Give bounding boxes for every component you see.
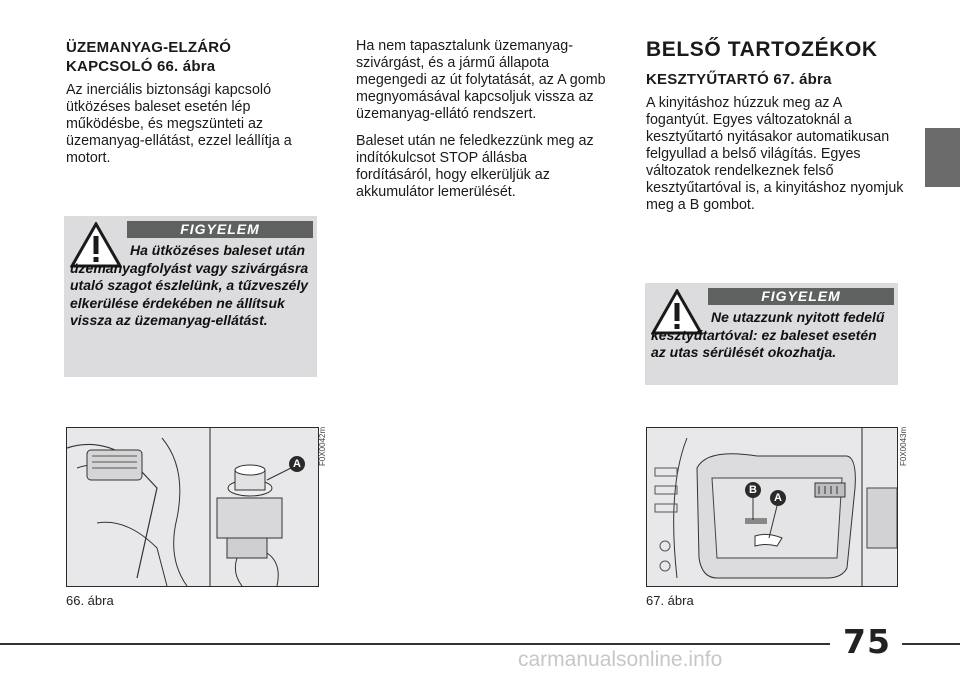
- column-2-paragraph-1: Ha nem tapasztalunk üzemanyag-szivárgást, és a jármű állapota megengedi az út folytatását, az A gomb megnyomásával kapcsoljuk vissza az üzemanyag-ellátó rendszert.: [356, 38, 606, 122]
- watermark[interactable]: carmanualsonline.info: [518, 648, 723, 671]
- figure-67-code: F0X0043m: [899, 426, 908, 466]
- warning-box-fuel: [64, 216, 317, 377]
- warning-label: FIGYELEM: [708, 288, 894, 305]
- fuel-cutoff-paragraph: Az inerciális biztonsági kapcsoló ütközéses baleset esetén lép működésbe, és megszünteti az üzemanyag-ellátást, ezzel leállítja a motort.: [66, 82, 292, 166]
- chapter-tab: [925, 128, 960, 187]
- glovebox-paragraph: A kinyitáshoz húzzuk meg az A fogantyút. Egyes változatoknál a kesztyűtartó nyitásakor automatikusan felgyullad a belső világítás. Egyes változatok rendelkeznek felső kesztyűtartóval is, a kinyitáshoz nyomjuk meg a B gombot.: [646, 95, 904, 213]
- figure-66: [66, 427, 319, 587]
- figure-66-code: F0X0042m: [318, 426, 327, 466]
- figure-67: [646, 427, 898, 587]
- glovebox-illustration: [647, 428, 897, 586]
- fuel-switch-illustration: [67, 428, 318, 586]
- callout-a: A: [770, 490, 786, 506]
- figure-66-caption: 66. ábra: [66, 593, 114, 608]
- callout-a: A: [289, 456, 305, 472]
- callout-b: B: [745, 482, 761, 498]
- warning-label: FIGYELEM: [127, 221, 313, 238]
- warning-box-glovebox: [645, 283, 898, 385]
- column-1: [66, 38, 314, 177]
- page-number: 75: [843, 622, 891, 661]
- warning-text: Ha ütközéses baleset után üzemanyagfolyást vagy szivárgásra utaló szagot észlelünk, a tűzveszély elkerülése érdekében ne állítsuk vissza az üzemanyag-ellátást.: [70, 242, 309, 328]
- footer-rule-right: [902, 643, 960, 645]
- warning-text: Ne utazzunk nyitott fedelű kesztyűtartóval: ez baleset esetén az utas sérülését okozhatja.: [651, 309, 885, 360]
- section-heading-fuel-cutoff: ÜZEMANYAG-ELZÁRÓ KAPCSOLÓ 66. ábra: [66, 39, 232, 75]
- column-2-paragraph-2: Baleset után ne feledkezzünk meg az indítókulcsot STOP állásba fordításáról, hogy elkerüljük az akkumulátor lemerülését.: [356, 133, 594, 200]
- column-3: [646, 38, 906, 224]
- figure-67-caption: 67. ábra: [646, 593, 694, 608]
- footer-rule-left: [0, 643, 830, 645]
- glovebox-heading: KESZTYŰTARTÓ 67. ábra: [646, 71, 832, 88]
- interior-accessories-title: BELSŐ TARTOZÉKOK: [646, 38, 878, 61]
- column-2: [356, 38, 606, 211]
